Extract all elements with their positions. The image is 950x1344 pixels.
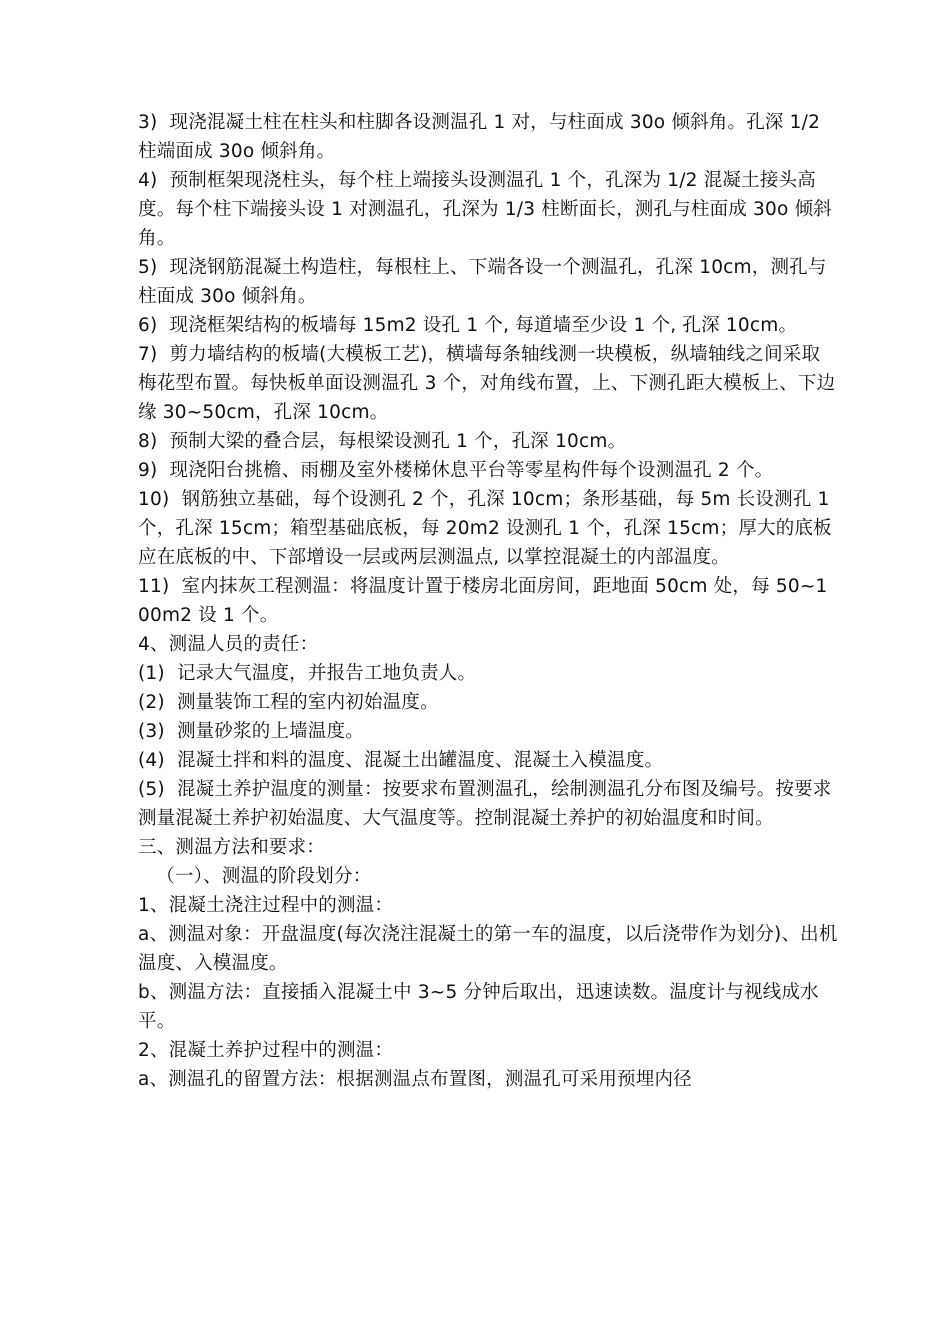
section-heading-methods: 三、测温方法和要求： xyxy=(138,837,326,858)
duty-item-1: (1) 记录大气温度，并报告工地负责人。 xyxy=(138,663,477,684)
duty-item-4: (4) 混凝土拌和料的温度、混凝土出罐温度、混凝土入模温度。 xyxy=(138,750,664,771)
duty-item-3: (3) 测量砂浆的上墙温度。 xyxy=(138,721,364,742)
paragraph-item-8: 8) 预制大梁的叠合层，每根梁设测孔 1 个，孔深 10cm。 xyxy=(138,431,627,452)
stage-heading-pouring: 1、混凝土浇注过程中的测温： xyxy=(138,895,394,916)
paragraph-item-6: 6) 现浇框架结构的板墙每 15m2 设孔 1 个, 每道墙至少设 1 个, 孔深 10cm。 xyxy=(138,315,798,336)
pouring-item-b: b、测温方法：直接插入混凝土中 3~5 分钟后取出，迅速读数。温度计与视线成水平。 xyxy=(138,982,819,1032)
paragraph-item-10: 10) 钢筋独立基础，每个设测孔 2 个，孔深 10cm；条形基础，每 5m 长设测孔 1 个，孔深 15cm；箱型基础底板，每 20m2 设测孔 1 个，孔深 15cm；厚大的底板应在底板的中、下部增设一层或两层测温点, 以掌控混凝土的内部温度。 xyxy=(138,489,836,568)
stage-heading-curing: 2、混凝土养护过程中的测温： xyxy=(138,1040,394,1061)
paragraph-item-5: 5) 现浇钢筋混凝土构造柱，每根柱上、下端各设一个测温孔，孔深 10cm，测孔与柱面成 30o 倾斜角。 xyxy=(138,257,827,307)
duty-item-2: (2) 测量装饰工程的室内初始温度。 xyxy=(138,692,439,713)
subsection-heading-stages: （一）、测温的阶段划分： xyxy=(138,866,372,887)
paragraph-item-11: 11) 室内抹灰工程测温：将温度计置于楼房北面房间，距地面 50cm 处，每 50~100m2 设 1 个。 xyxy=(138,576,828,626)
paragraph-item-7: 7) 剪力墙结构的板墙(大模板工艺)，横墙每条轴线测一块模板，纵墙轴线之间采取梅花型布置。每快板单面设测温孔 3 个，对角线布置，上、下测孔距大模板上、下边缘 30~50cm，孔深 10cm。 xyxy=(138,344,836,423)
paragraph-item-3: 3) 现浇混凝土柱在柱头和柱脚各设测温孔 1 对，与柱面成 30o 倾斜角。孔深 1/2 柱端面成 30o 倾斜角。 xyxy=(138,112,827,162)
curing-item-a: a、测温孔的留置方法：根据测温点布置图，测温孔可采用预埋内径 xyxy=(138,1069,692,1090)
duty-item-5: (5) 混凝土养护温度的测量：按要求布置测温孔，绘制测温孔分布图及编号。按要求测量混凝土养护初始温度、大气温度等。控制混凝土养护的初始温度和时间。 xyxy=(138,779,832,829)
paragraph-item-4: 4) 预制框架现浇柱头，每个柱上端接头设测温孔 1 个，孔深为 1/2 混凝土接头高度。每个柱下端接头设 1 对测温孔，孔深为 1/3 柱断面长，测孔与柱面成 30o 倾斜角。 xyxy=(138,170,832,249)
pouring-item-a: a、测温对象：开盘温度(每次浇注混凝土的第一车的温度，以后浇带作为划分)、出机温度、入模温度。 xyxy=(138,924,838,974)
section-heading-staff-duties: 4、测温人员的责任： xyxy=(138,634,319,655)
document-body xyxy=(138,108,838,1094)
paragraph-item-9: 9) 现浇阳台挑檐、雨棚及室外楼梯休息平台等零星构件每个设测温孔 2 个。 xyxy=(138,460,774,481)
